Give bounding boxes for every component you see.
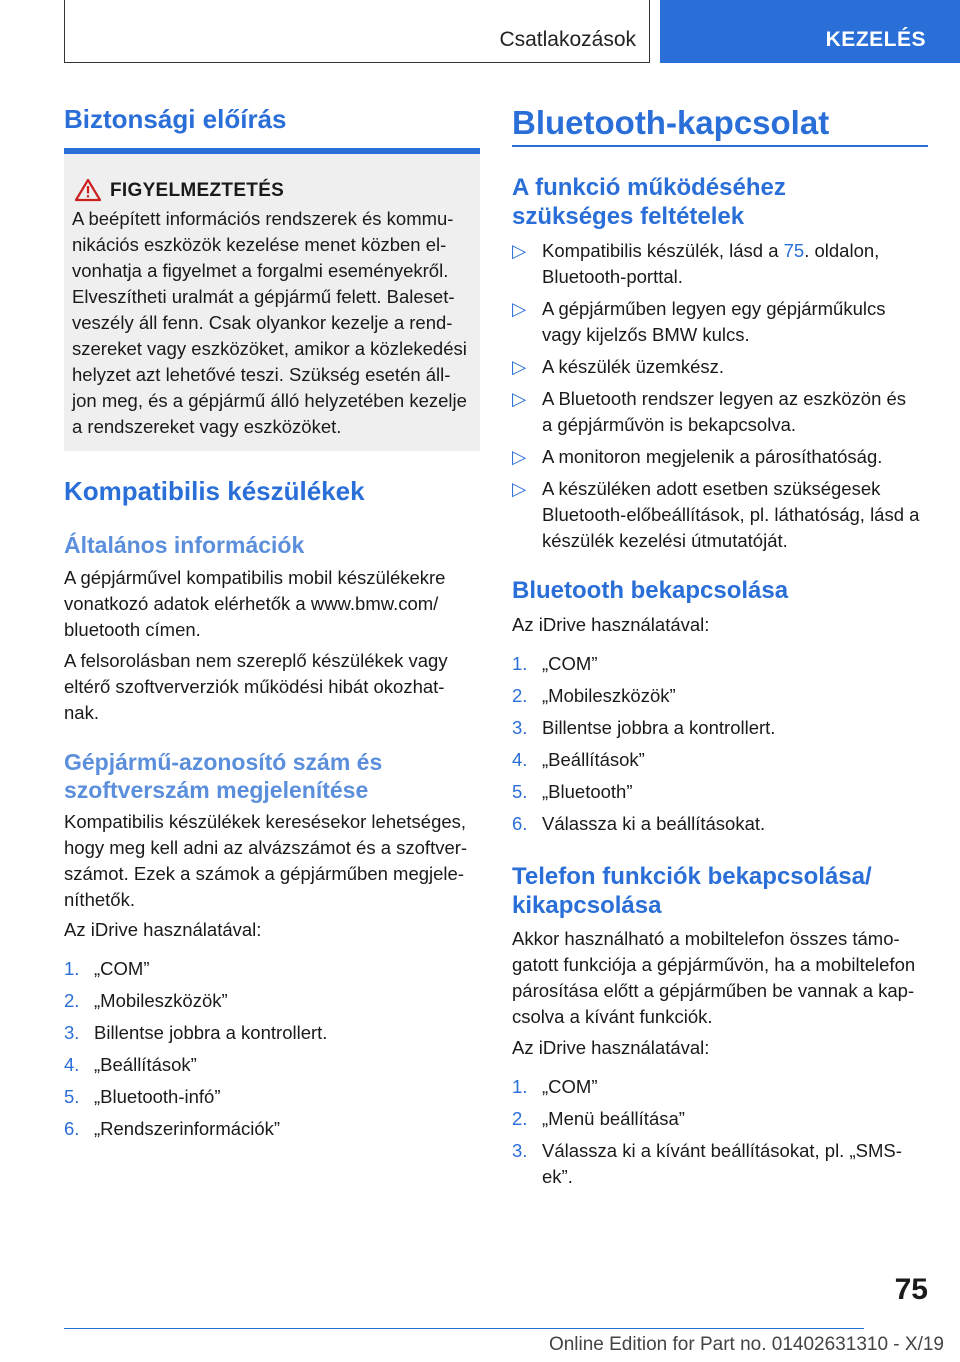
text-line: gatott funkciója a gépjárművön, ha a mobiltelefon <box>512 954 916 975</box>
warning-line: Elveszítheti uralmát a gépjármű felett. Baleset- <box>72 286 455 307</box>
text-line: eltérő szoftververziók működési hibát okozhat- <box>64 676 445 697</box>
step-number: 6. <box>64 1118 80 1139</box>
heading-line: szükséges feltételek <box>512 203 745 230</box>
phone-paragraph <box>512 926 928 1030</box>
item-text-part: Kompatibilis készülék, lásd a <box>542 240 784 261</box>
item-text-part: . oldalon, <box>804 240 880 261</box>
page-number: 75 <box>894 1273 928 1306</box>
vin-steps-list <box>64 956 480 1156</box>
header-chapter-title: KEZELÉS <box>825 28 926 51</box>
text-line: bluetooth címen. <box>64 619 201 640</box>
step-text: Válassza ki a beállításokat. <box>542 813 766 834</box>
text-line: számot. Ezek a számok a gépjárműben megjele- <box>64 863 464 884</box>
requirements-list <box>512 238 928 558</box>
vin-intro: Az iDrive használatával: <box>64 919 262 940</box>
footer-rule <box>64 1328 864 1329</box>
step-text: „Bluetooth” <box>542 781 633 802</box>
step-number: 5. <box>64 1086 80 1107</box>
warning-line: szereket vagy eszközöket, amikor a közlekedési <box>72 338 467 359</box>
item-text <box>542 386 928 438</box>
step-number: 5. <box>512 781 528 802</box>
warning-box <box>64 148 480 451</box>
step-text: „COM” <box>94 958 150 979</box>
step-text: „Bluetooth-infó” <box>94 1086 221 1107</box>
heading-rule <box>512 145 928 147</box>
warning-line: a rendszereket vagy eszközöket. <box>72 416 342 437</box>
phone-intro: Az iDrive használatával: <box>512 1037 710 1058</box>
general-info-heading: Általános információk <box>64 532 305 558</box>
step-text: „COM” <box>542 1076 598 1097</box>
heading-line: Gépjármű-azonosító szám és <box>64 749 383 775</box>
item-text <box>542 238 928 290</box>
heading-line: szoftverszám megjelenítése <box>64 777 369 803</box>
step-number: 3. <box>64 1022 80 1043</box>
header-chapter-tab[interactable] <box>660 0 960 63</box>
text-line: csolva a kívánt funkciók. <box>512 1006 713 1027</box>
warning-text <box>72 206 474 440</box>
general-paragraph-2 <box>64 648 480 726</box>
step-text: „COM” <box>542 653 598 674</box>
step-text: „Beállítások” <box>542 749 645 770</box>
step-text: „Rendszerinformációk” <box>94 1118 281 1139</box>
heading-line: A funkció működéséhez <box>512 174 786 201</box>
vin-heading <box>64 748 382 804</box>
step-number: 6. <box>512 813 528 834</box>
warning-line: vonhatja a figyelmet a forgalmi eseményekről. <box>72 260 449 281</box>
edition-footer: Online Edition for Part no. 01402631310 - X/19 <box>548 1334 944 1355</box>
step-number: 1. <box>512 653 528 674</box>
bluetooth-on-intro: Az iDrive használatával: <box>512 614 710 635</box>
step-number: 2. <box>512 685 528 706</box>
step-text: „Menü beállítása” <box>542 1108 685 1129</box>
text-line: hogy meg kell adni az alvázszámot és a szoftver- <box>64 837 468 858</box>
header-section-title: Csatlakozások <box>499 28 636 51</box>
bluetooth-on-heading: Bluetooth bekapcsolása <box>512 577 789 604</box>
warning-line: helyzet azt lehetővé teszi. Szükség esetén áll- <box>72 364 451 385</box>
item-text: A monitoron megjelenik a párosíthatóság. <box>542 446 883 467</box>
step-number: 2. <box>512 1108 528 1129</box>
item-text <box>542 296 928 348</box>
safety-heading: Biztonsági előírás <box>64 104 287 134</box>
item-text: A készülék üzemkész. <box>542 356 724 377</box>
warning-line: A beépített információs rendszerek és kommu- <box>72 208 454 229</box>
page-link[interactable]: 75 <box>783 240 805 261</box>
step-text: Billentse jobbra a kontrollert. <box>94 1022 328 1043</box>
step-number: 4. <box>64 1054 80 1075</box>
phone-functions-heading <box>512 862 872 920</box>
warning-line: veszély áll fenn. Csak olyankor kezelje a rend- <box>72 312 453 333</box>
item-text-part: Bluetooth-előbeállítások, pl. láthatóság, lásd a <box>542 504 920 525</box>
warning-line: jon meg, és a gépjármű álló helyzetében kezelje <box>72 390 467 411</box>
item-text-part: a gépjárművön is bekapcsolva. <box>542 414 797 435</box>
bluetooth-on-steps <box>512 651 928 851</box>
step-text: „Beállítások” <box>94 1054 197 1075</box>
requirements-heading <box>512 173 786 231</box>
text-line: A felsorolásban nem szereplő készülékek vagy <box>64 650 448 671</box>
bullet-triangle-icon: ▷ <box>512 240 527 261</box>
item-text-part: készülék kezelési útmutatóját. <box>542 530 788 551</box>
step-text: „Mobileszközök” <box>542 685 676 706</box>
warning-triangle-icon <box>74 178 102 202</box>
text-line: párosítása előtt a gépjárműben be vannak a kap- <box>512 980 915 1001</box>
step-text: „Mobileszközök” <box>94 990 228 1011</box>
warning-line: nikációs eszközök kezelése menet közben el- <box>72 234 447 255</box>
bullet-triangle-icon: ▷ <box>512 356 527 377</box>
step-number: 1. <box>512 1076 528 1097</box>
vin-paragraph <box>64 809 480 913</box>
step-number: 4. <box>512 749 528 770</box>
step-number: 1. <box>64 958 80 979</box>
step-text-part: Válassza ki a kívánt beállításokat, pl. „SMS- <box>542 1140 902 1161</box>
step-text: Billentse jobbra a kontrollert. <box>542 717 776 738</box>
warning-title: FIGYELMEZTETÉS <box>110 180 285 201</box>
text-line: A gépjárművel kompatibilis mobil készülékekre <box>64 567 446 588</box>
item-text-part: A gépjárműben legyen egy gépjárműkulcs <box>542 298 886 319</box>
heading-line: kikapcsolása <box>512 892 662 919</box>
item-text <box>542 476 928 554</box>
general-paragraph-1 <box>64 565 480 643</box>
step-number: 3. <box>512 717 528 738</box>
heading-line: Telefon funkciók bekapcsolása/ <box>512 863 872 890</box>
step-number: 2. <box>64 990 80 1011</box>
item-text-part: Bluetooth-porttal. <box>542 266 683 287</box>
bullet-triangle-icon: ▷ <box>512 446 527 467</box>
text-line: nak. <box>64 702 99 723</box>
text-line: Akkor használható a mobiltelefon összes támo- <box>512 928 900 949</box>
step-number: 3. <box>512 1140 528 1161</box>
text-line: vonatkozó adatok elérhetők a www.bmw.com/ <box>64 593 439 614</box>
item-text-part: A készüléken adott esetben szükségesek <box>542 478 881 499</box>
bluetooth-heading: Bluetooth-kapcsolat <box>512 104 830 141</box>
bullet-triangle-icon: ▷ <box>512 298 527 319</box>
text-line: Kompatibilis készülékek keresésekor lehetséges, <box>64 811 467 832</box>
step-text-part: ek”. <box>542 1166 573 1187</box>
item-text-part: A Bluetooth rendszer legyen az eszközön és <box>542 388 907 409</box>
step-text <box>542 1138 928 1190</box>
compat-heading: Kompatibilis készülékek <box>64 476 365 506</box>
text-line: níthetők. <box>64 889 135 910</box>
phone-steps <box>512 1074 928 1194</box>
bullet-triangle-icon: ▷ <box>512 478 527 499</box>
bullet-triangle-icon: ▷ <box>512 388 527 409</box>
item-text-part: vagy kijelzős BMW kulcs. <box>542 324 750 345</box>
